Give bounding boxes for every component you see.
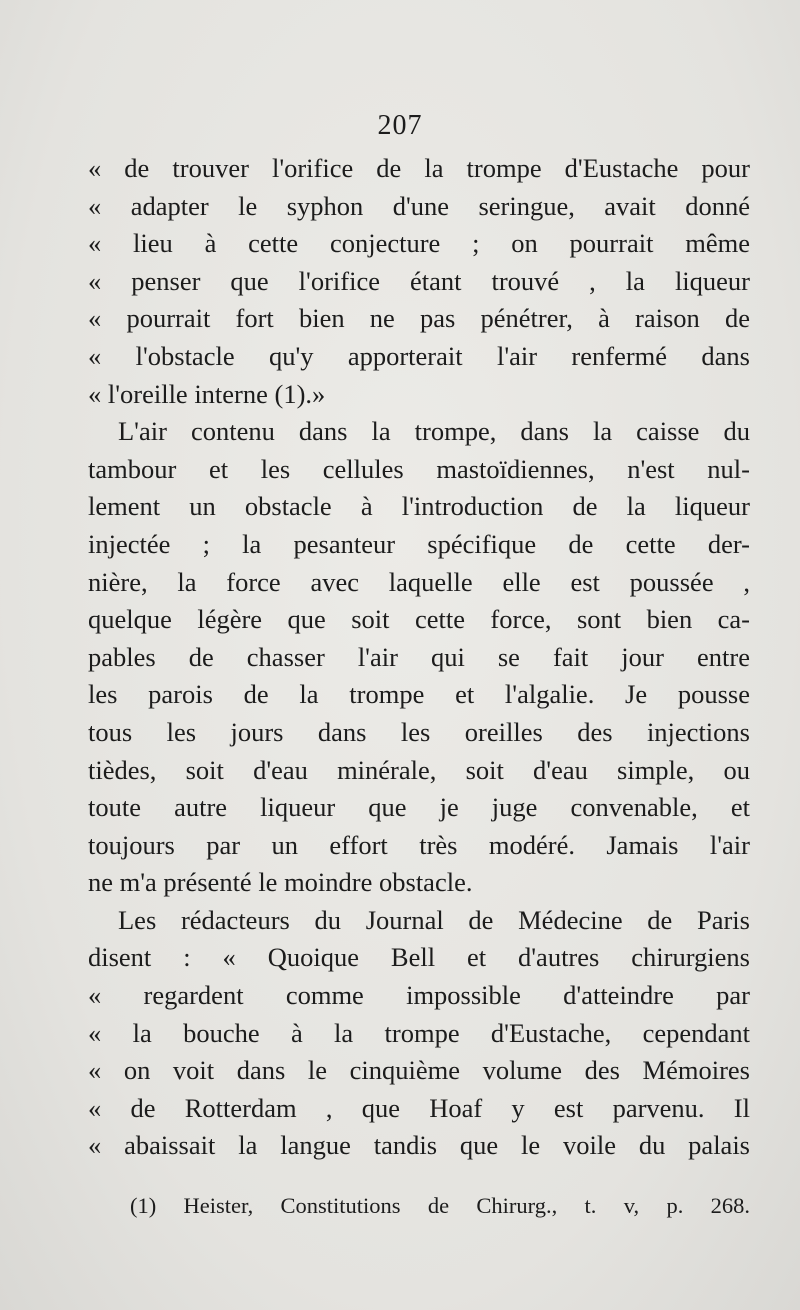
text-line: nière, la force avec laquelle elle est poussée , [88, 566, 750, 597]
text-line: « de Rotterdam , que Hoaf y est parvenu. Il [88, 1092, 750, 1123]
text-line: « regardent comme impossible d'atteindre par [88, 980, 750, 1011]
text-line: quelque légère que soit cette force, sont bien ca- [88, 604, 750, 635]
text-line: « pourrait fort bien ne pas pénétrer, à raison de [88, 303, 750, 334]
text-line: ne m'a présenté le moindre obstacle. [88, 867, 473, 898]
text-line: pables de chasser l'air qui se fait jour entre [88, 641, 750, 672]
text-line: tous les jours dans les oreilles des injections [88, 716, 750, 747]
footnote: (1) Heister, Constitutions de Chirurg., t. v, p. 268. [130, 1193, 750, 1218]
text-line: « on voit dans le cinquième volume des Mémoires [88, 1055, 750, 1086]
text-line: lement un obstacle à l'introduction de la liqueur [88, 491, 750, 522]
text-line: les parois de la trompe et l'algalie. Je pousse [88, 679, 750, 710]
text-line: « abaissait la langue tandis que le voile du palais [88, 1130, 750, 1161]
text-line: toute autre liqueur que je juge convenable, et [88, 792, 750, 823]
paragraph-start-line: Les rédacteurs du Journal de Médecine de Paris [118, 904, 750, 935]
text-line: « de trouver l'orifice de la trompe d'Eustache pour [88, 153, 750, 183]
text-line: « l'obstacle qu'y apporterait l'air renfermé dans [88, 340, 750, 371]
text-line: « lieu à cette conjecture ; on pourrait même [88, 228, 750, 259]
body-text [88, 150, 750, 1165]
text-line: toujours par un effort très modéré. Jamais l'air [88, 829, 750, 860]
text-line: disent : « Quoique Bell et d'autres chirurgiens [88, 942, 750, 973]
text-line: tambour et les cellules mastoïdiennes, n'est nul- [88, 453, 750, 484]
text-line: « penser que l'orifice étant trouvé , la liqueur [88, 265, 750, 296]
text-line: « l'oreille interne (1).» [88, 378, 326, 409]
paragraph-start-line: L'air contenu dans la trompe, dans la caisse du [118, 416, 750, 447]
text-line: « la bouche à la trompe d'Eustache, cependant [88, 1017, 750, 1048]
page-number: 207 [377, 110, 423, 141]
text-line: injectée ; la pesanteur spécifique de cette der- [88, 528, 750, 559]
text-line: tièdes, soit d'eau minérale, soit d'eau simple, ou [88, 754, 750, 785]
text-line: « adapter le syphon d'une seringue, avait donné [88, 190, 750, 221]
